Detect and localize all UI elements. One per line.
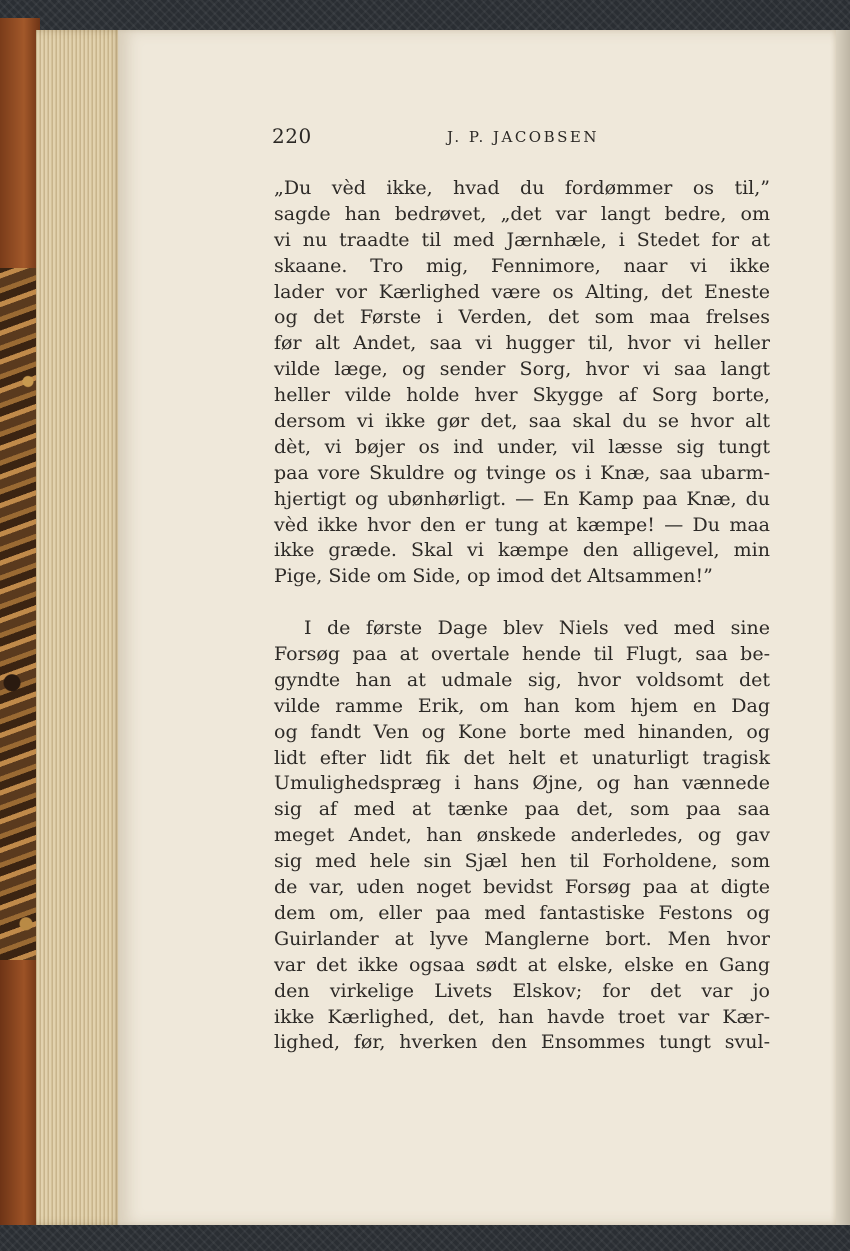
text-line: I de første Dage blev Niels ved med sine [304, 617, 770, 640]
text-line: Pige, Side om Side, op imod det Altsammen!” [274, 565, 713, 588]
running-head: J. P. JACOBSEN [447, 128, 599, 146]
page-header [272, 124, 772, 154]
text-line: „Du vèd ikke, hvad du fordømmer os til,” [274, 177, 770, 199]
paragraph-gap [274, 590, 770, 616]
text-line: dersom vi ikke gør det, saa skal du se hvor alt [274, 410, 770, 433]
text-line: vèd ikke hvor den er tung at kæmpe! — Du maa [274, 513, 770, 536]
text-line: vilde læge, og sender Sorg, hvor vi saa langt [274, 358, 770, 381]
text-line: sagde han bedrøvet, „det var langt bedre, om [274, 202, 770, 225]
text-line: den virkelige Livets Elskov; for det var jo [274, 979, 770, 1002]
text-line: dèt, vi bøjer os ind under, vil læsse sig tungt [274, 435, 770, 458]
text-line: og fandt Ven og Kone borte med hinanden, og [274, 720, 770, 743]
text-line: sig af med at tænke paa det, som paa saa [274, 798, 770, 821]
page-number: 220 [272, 124, 312, 148]
facing-page-edge [836, 30, 850, 1225]
text-line: ikke Kærlighed, det, han havde troet var Kær- [274, 1005, 770, 1028]
text-line: Umulighedspræg i hans Øjne, og han vænnede [274, 772, 770, 795]
page-edges [36, 30, 124, 1225]
text-line: Guirlander at lyve Manglerne bort. Men hvor [274, 927, 770, 950]
text-line: sig med hele sin Sjæl hen til Forholdene, som [274, 850, 770, 873]
leather-spine-bottom [0, 960, 40, 1225]
text-line: vi nu traadte til med Jærnhæle, i Stedet for at [274, 228, 770, 251]
paragraph-2 [274, 616, 770, 1056]
text-line: lighed, før, hverken den Ensommes tungt svul- [274, 1031, 770, 1054]
text-line: meget Andet, han ønskede anderledes, og gav [274, 824, 770, 847]
text-line: hjertigt og ubønhørligt. — En Kamp paa Knæ, du [274, 487, 770, 510]
text-line: skaane. Tro mig, Fennimore, naar vi ikke [274, 254, 770, 277]
text-line: før alt Andet, saa vi hugger til, hvor vi heller [274, 332, 770, 355]
text-line: dem om, eller paa med fantastiske Festons og [274, 901, 770, 924]
text-line: gyndte han at udmale sig, hvor voldsomt det [274, 668, 770, 691]
text-line: vilde ramme Erik, om han kom hjem en Dag [274, 694, 770, 717]
text-line: og det Første i Verden, det som maa frelses [274, 306, 770, 329]
text-line: heller vilde holde hver Skygge af Sorg borte, [274, 384, 770, 407]
leather-spine-top [0, 18, 40, 268]
text-line: ikke græde. Skal vi kæmpe den alligevel, min [274, 539, 770, 562]
text-line: lader vor Kærlighed være os Alting, det Eneste [274, 280, 770, 303]
text-line: lidt efter lidt fik det helt et unaturligt tragisk [274, 746, 770, 769]
text-line: Forsøg paa at overtale hende til Flugt, saa be- [274, 643, 770, 666]
paragraph-1 [274, 176, 770, 590]
text-line: var det ikke ogsaa sødt at elske, elske en Gang [274, 953, 770, 976]
body-text [274, 176, 770, 1056]
text-line: paa vore Skuldre og tvinge os i Knæ, saa ubarm- [274, 461, 770, 484]
text-line: de var, uden noget bevidst Forsøg paa at digte [274, 876, 770, 899]
